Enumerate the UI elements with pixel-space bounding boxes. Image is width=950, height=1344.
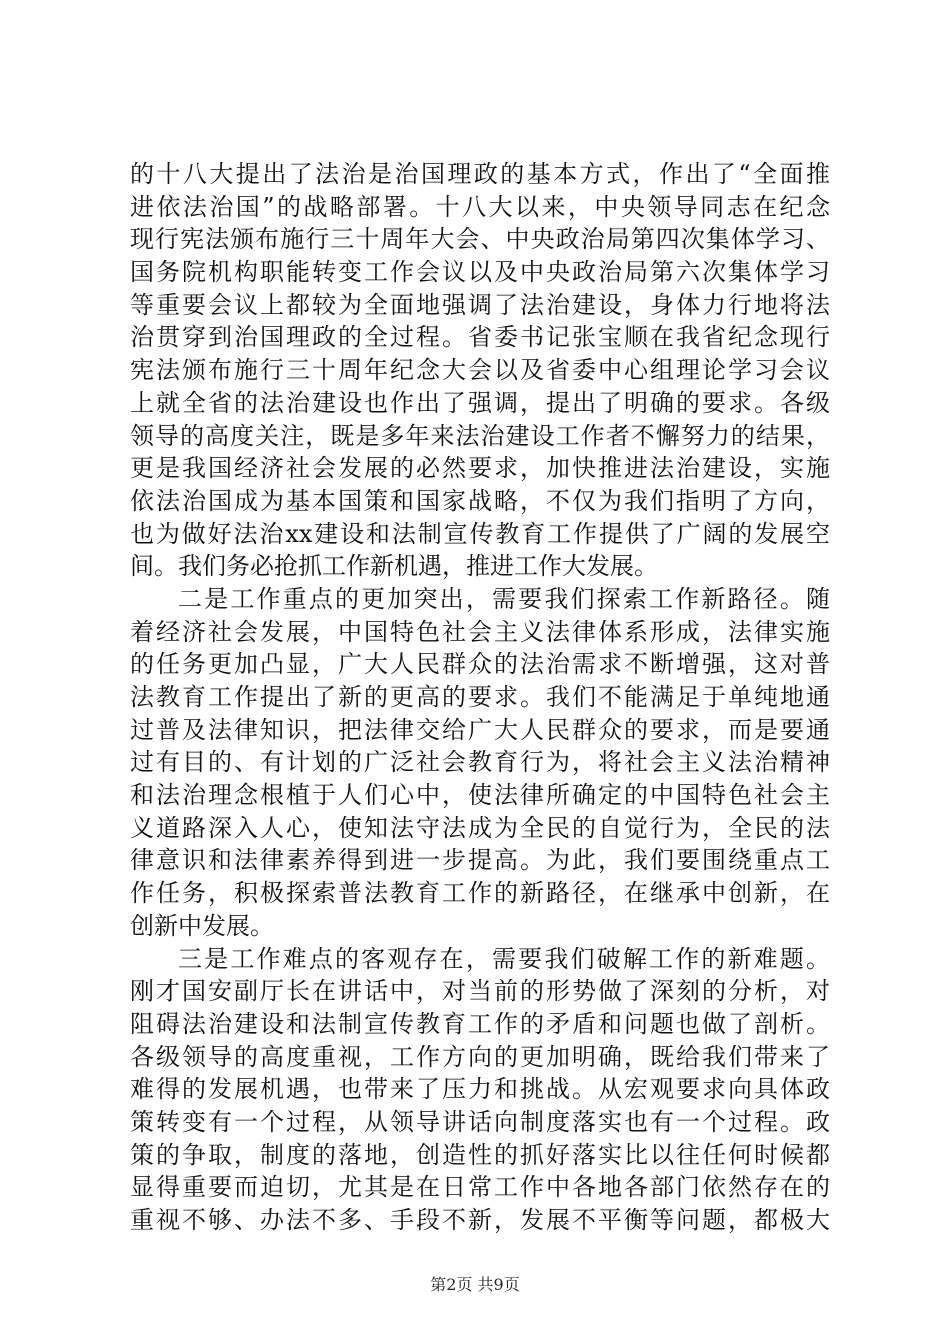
text-line: 现行宪法颁布施行三十周年大会、中央政治局第四次集体学习、 (130, 225, 830, 254)
text-line: 各级领导的高度重视，工作方向的更加明确，既给我们带来了 (130, 1042, 830, 1071)
text-line: 依法治国成为基本国策和国家战略，不仅为我们指明了方向， (130, 486, 830, 515)
text-line: 阻碍法治建设和法制宣传教育工作的矛盾和问题也做了剖析。 (130, 1009, 830, 1038)
text-line: 更是我国经济社会发展的必然要求，加快推进法治建设，实施 (130, 454, 830, 483)
text-line: 国务院机构职能转变工作会议以及中央政治局第六次集体学习 (130, 258, 830, 287)
text-line: 的十八大提出了法治是治国理政的基本方式，作出了“全面推 (130, 160, 830, 188)
text-line: 重视不够、办法不多、手段不新，发展不平衡等问题，都极大 (130, 1206, 830, 1234)
text-line: 过普及法律知识，把法律交给广大人民群众的要求，而是要通 (130, 715, 830, 744)
paragraph-first-line: 二是工作重点的更加突出，需要我们探索工作新路径。随 (178, 584, 830, 613)
text-line: 策转变有一个过程，从领导讲话向制度落实也有一个过程。政 (130, 1107, 830, 1136)
text-line: 宪法颁布施行三十周年纪念大会以及省委中心组理论学习会议 (130, 356, 830, 385)
text-line: 义道路深入人心，使知法守法成为全民的自觉行为，全民的法 (130, 813, 830, 842)
text-line: 难得的发展机遇，也带来了压力和挑战。从宏观要求向具体政 (130, 1075, 830, 1104)
text-line: 等重要会议上都较为全面地强调了法治建设，身体力行地将法 (130, 290, 830, 319)
text-line: 法教育工作提出了新的更高的要求。我们不能满足于单纯地通 (130, 683, 830, 711)
text-line: 过有目的、有计划的广泛社会教育行为，将社会主义法治精神 (130, 748, 830, 777)
body-text (130, 158, 830, 1237)
text-line: 刚才国安副厅长在讲话中，对当前的形势做了深刻的分析，对 (130, 977, 830, 1006)
text-line: 的任务更加凸显，广大人民群众的法治需求不断增强，这对普 (130, 650, 830, 679)
paragraph-first-line: 三是工作难点的客观存在，需要我们破解工作的新难题。 (178, 944, 830, 973)
text-line: 上就全省的法治建设也作出了强调，提出了明确的要求。各级 (130, 388, 830, 417)
text-line: 也为做好法治xx建设和法制宣传教育工作提供了广阔的发展空 (130, 519, 830, 548)
text-line: 作任务，积极探索普法教育工作的新路径，在继承中创新，在 (130, 879, 830, 908)
text-line: 着经济社会发展，中国特色社会主义法律体系形成，法律实施 (130, 617, 830, 646)
page-footer: 第2页 共9页 (430, 1275, 520, 1294)
text-line: 领导的高度关注，既是多年来法治建设工作者不懈努力的结果， (130, 421, 830, 450)
text-line: 治贯穿到治国理政的全过程。省委书记张宝顺在我省纪念现行 (130, 323, 830, 352)
text-line: 显得重要而迫切，尤其是在日常工作中各地各部门依然存在的 (130, 1173, 830, 1202)
text-line: 和法治理念根植于人们心中，使法律所确定的中国特色社会主 (130, 781, 830, 810)
text-line: 创新中发展。 (130, 911, 274, 940)
text-line: 律意识和法律素养得到进一步提高。为此，我们要围绕重点工 (130, 846, 830, 875)
text-line: 策的争取，制度的落地，创造性的抓好落实比以往任何时候都 (130, 1140, 830, 1169)
text-line: 进依法治国”的战略部署。十八大以来，中央领导同志在纪念 (130, 192, 830, 221)
text-line: 间。我们务必抢抓工作新机遇，推进工作大发展。 (130, 552, 658, 581)
